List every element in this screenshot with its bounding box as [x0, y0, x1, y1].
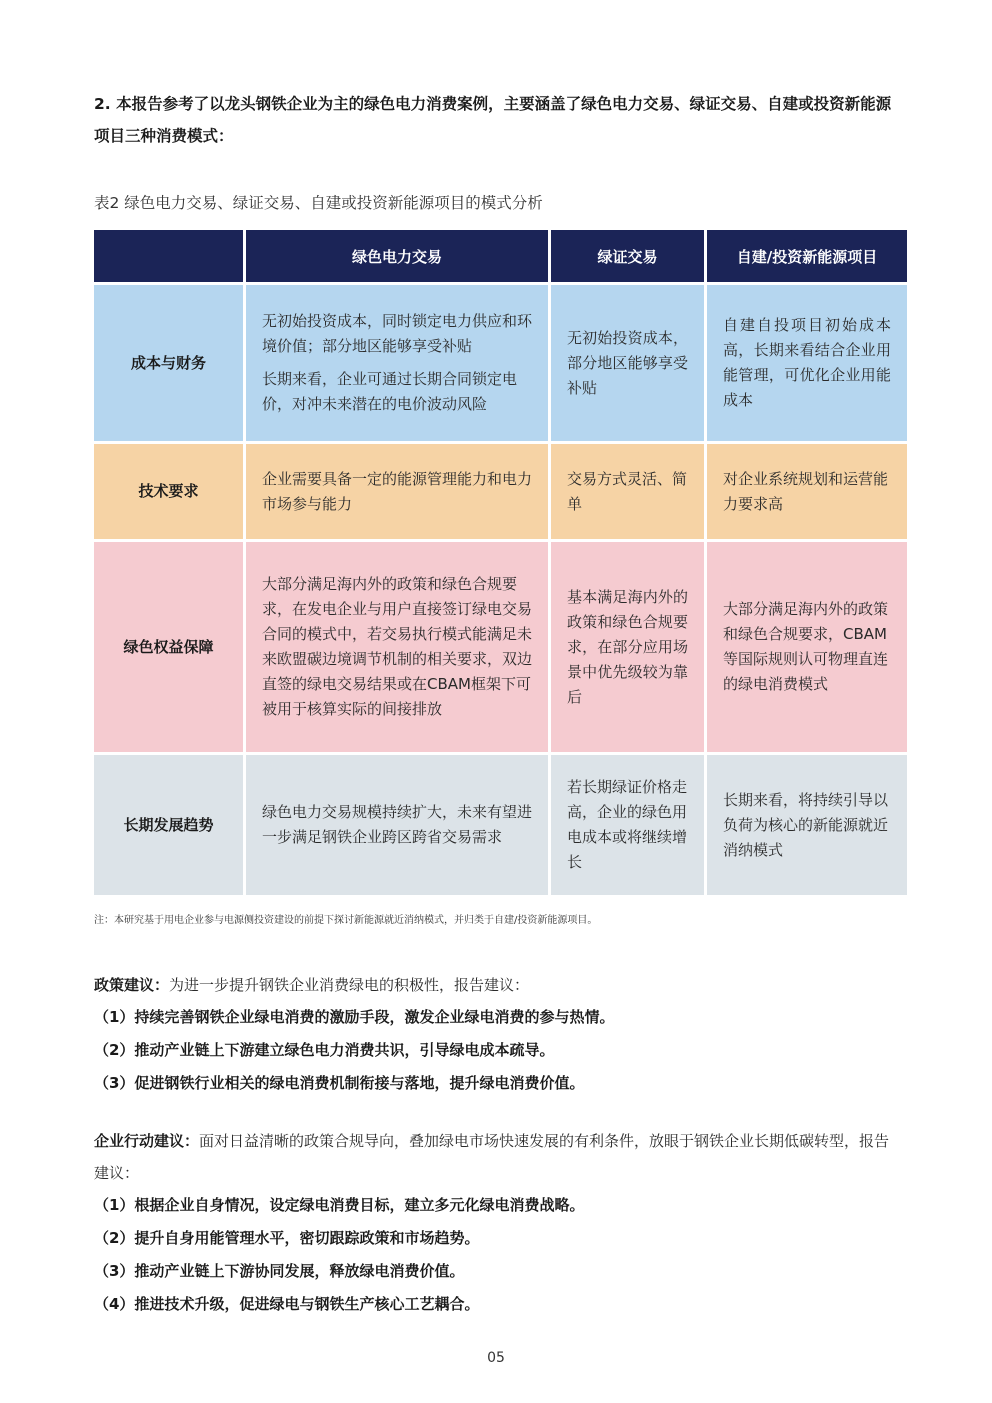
cell-paragraph: 大部分满足海内外的政策和绿色合规要求，在发电企业与用户直接签订绿电交易合同的模式中，若交易执行模式能满足未来欧盟碳边境调节机制的相关要求，双边直签的绿电交易结果或在CBAM框架下可被用于核算实际的间接排放: [262, 575, 533, 718]
page-number: 05: [487, 1350, 505, 1366]
enterprise-lead-line: [94, 1125, 904, 1189]
policy-item: （3）促进钢铁行业相关的绿电消费机制衔接与落地，提升绿电消费价值。: [94, 1074, 585, 1092]
cell-paragraph: 长期来看，企业可通过长期合同锁定电价，对冲未来潜在的电价波动风险: [262, 370, 518, 413]
cell-cost-certificate: 无初始投资成本，部分地区能够享受补贴: [551, 285, 704, 441]
row-label-green-rights: 绿色权益保障: [94, 542, 243, 752]
cell-trend-green-power: [246, 755, 548, 895]
policy-lead: 为进一步提升钢铁企业消费绿电的积极性，报告建议：: [169, 976, 530, 994]
policy-lead-line: [94, 969, 904, 1001]
enterprise-section: [94, 1125, 904, 1321]
header-corner: [94, 230, 243, 282]
cell-tech-certificate: 交易方式灵活、简单: [551, 444, 704, 539]
cell-green-rights-certificate: 基本满足海内外的政策和绿色合规要求，在部分应用场景中优先级较为靠后: [551, 542, 704, 752]
table-note: 注：本研究基于用电企业参与电源侧投资建设的前提下探讨新能源就近消纳模式，并归类于自建/投资新能源项目。: [94, 915, 598, 926]
cell-cost-green-power: [246, 285, 548, 441]
enterprise-item: （3）推动产业链上下游协同发展，释放绿电消费价值。: [94, 1262, 465, 1280]
table-caption: 表2 绿色电力交易、绿证交易、自建或投资新能源项目的模式分析: [94, 194, 543, 212]
mode-analysis-table: [91, 227, 910, 898]
header-self-built-projects: 自建/投资新能源项目: [707, 230, 907, 282]
cell-cost-self-built: 自建自投项目初始成本高，长期来看结合企业用能管理，可优化企业用能成本: [707, 285, 907, 441]
row-label-trend: 长期发展趋势: [94, 755, 243, 895]
enterprise-item: （4）推进技术升级，促进绿电与钢铁生产核心工艺耦合。: [94, 1295, 480, 1313]
cell-paragraph: 无初始投资成本，同时锁定电力供应和环境价值；部分地区能够享受补贴: [262, 312, 533, 355]
header-green-power-trading: 绿色电力交易: [246, 230, 548, 282]
cell-trend-self-built: 长期来看，将持续引导以负荷为核心的新能源就近消纳模式: [707, 755, 907, 895]
cell-trend-certificate: 若长期绿证价格走高，企业的绿色用电成本或将继续增长: [551, 755, 704, 895]
intro-paragraph: 2. 本报告参考了以龙头钢铁企业为主的绿色电力消费案例，主要涵盖了绿色电力交易、绿证交易、自建或投资新能源项目三种消费模式：: [94, 95, 892, 145]
cell-tech-green-power: [246, 444, 548, 539]
table-row-tech: [94, 444, 907, 539]
cell-paragraph: 企业需要具备一定的能源管理能力和电力市场参与能力: [262, 469, 533, 513]
enterprise-item: （2）提升自身用能管理水平，密切跟踪政策和市场趋势。: [94, 1229, 480, 1247]
cell-green-rights-green-power: [246, 542, 548, 752]
cell-green-rights-self-built: 大部分满足海内外的政策和绿色合规要求，CBAM等国际规则认可物理直连的绿电消费模式: [707, 542, 907, 752]
row-label-tech: 技术要求: [94, 444, 243, 539]
table-row-cost: [94, 285, 907, 441]
policy-item: （1）持续完善钢铁企业绿电消费的激励手段，激发企业绿电消费的参与热情。: [94, 1008, 615, 1026]
header-green-certificate-trading: 绿证交易: [551, 230, 704, 282]
enterprise-lead: 面对日益清晰的政策合规导向，叠加绿电市场快速发展的有利条件，放眼于钢铁企业长期低碳转型，报告建议：: [94, 1132, 890, 1182]
cell-paragraph: 绿色电力交易规模持续扩大，未来有望进一步满足钢铁企业跨区跨省交易需求: [262, 803, 533, 846]
enterprise-item: （1）根据企业自身情况，设定绿电消费目标，建立多元化绿电消费战略。: [94, 1196, 585, 1214]
cell-tech-self-built: 对企业系统规划和运营能力要求高: [707, 444, 907, 539]
enterprise-title: 企业行动建议：: [94, 1132, 200, 1150]
table-row-green-rights: [94, 542, 907, 752]
row-label-cost: 成本与财务: [94, 285, 243, 441]
policy-title: 政策建议：: [94, 976, 170, 994]
table-row-trend: [94, 755, 907, 895]
policy-item: （2）推动产业链上下游建立绿色电力消费共识，引导绿电成本疏导。: [94, 1041, 555, 1059]
policy-section: [94, 969, 904, 1100]
table-header-row: [94, 230, 907, 282]
